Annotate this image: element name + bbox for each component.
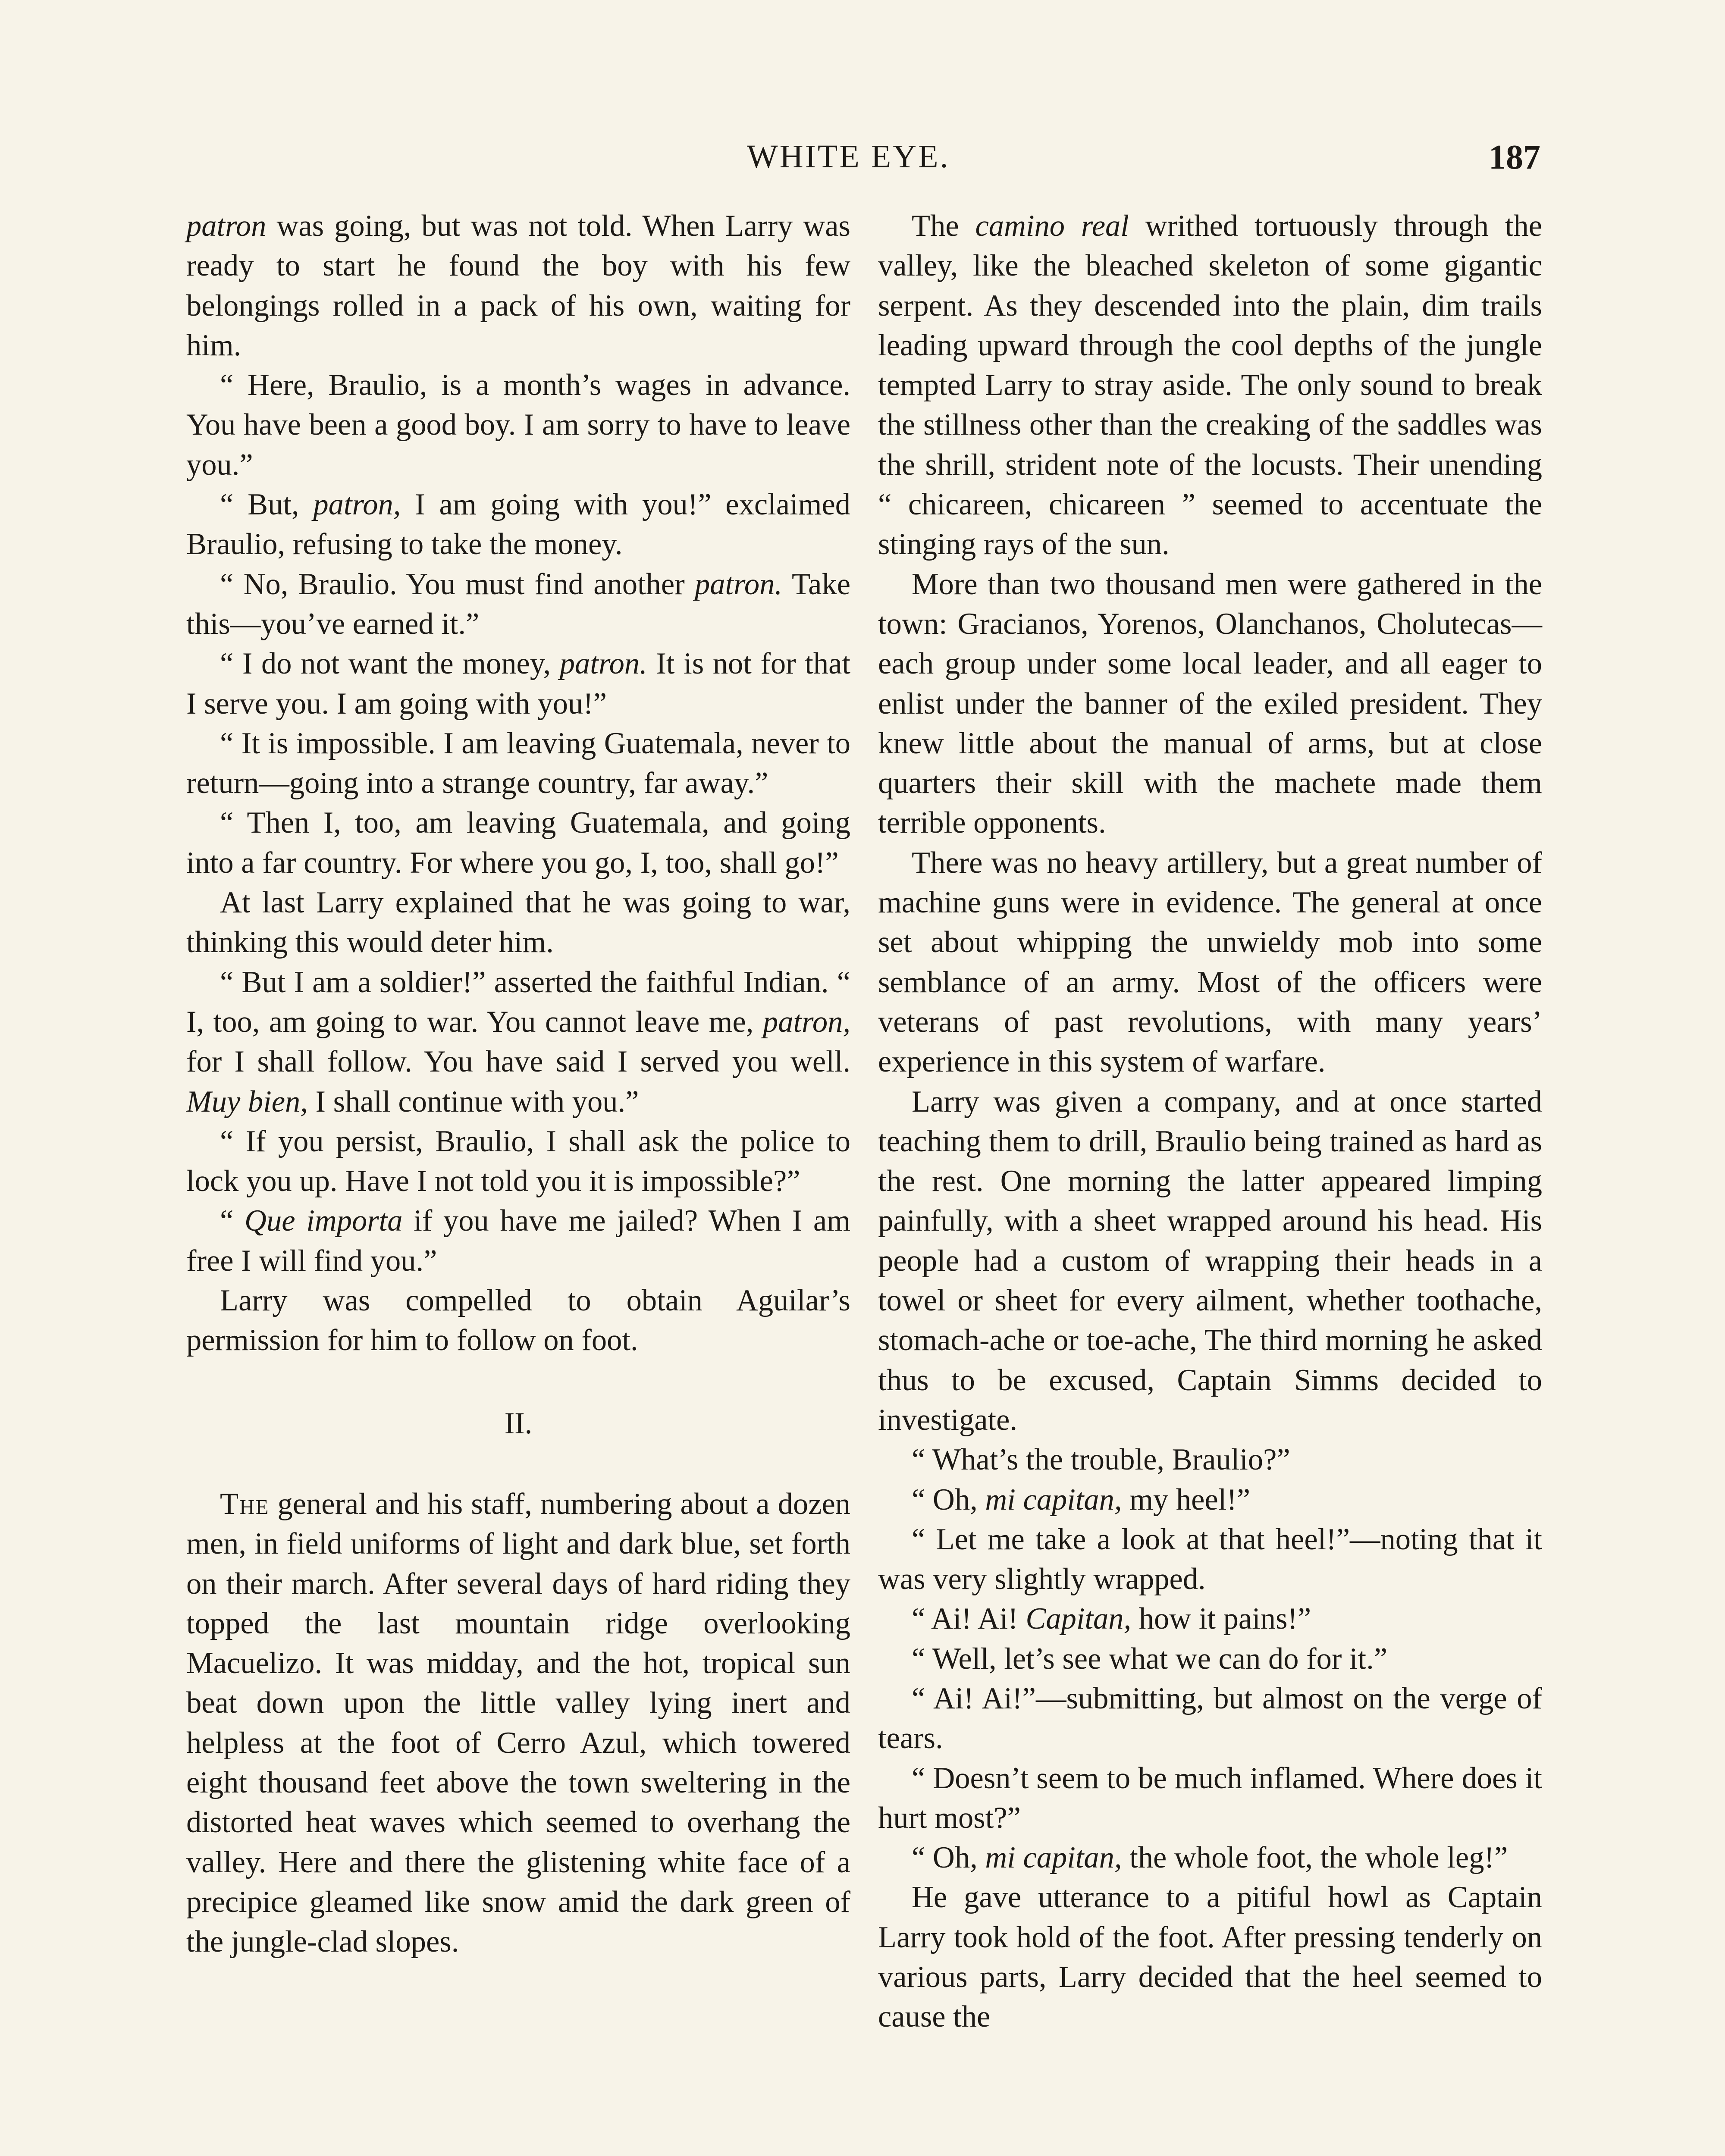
text-run: “ Ai! Ai!”—submitting, but almost on the verge of tears.: [878, 1681, 1542, 1755]
text-run: “ If you persist, Braulio, I shall ask the police to lock you up. Have I not told you it is impossible?”: [186, 1124, 850, 1198]
text-run: The: [912, 209, 975, 243]
paragraph: [186, 365, 850, 485]
paragraph: [186, 644, 850, 724]
paragraph: [878, 1639, 1542, 1679]
italic-text: camino real: [975, 209, 1129, 243]
left-column: [186, 206, 850, 1962]
text-run: “ Oh,: [912, 1482, 985, 1517]
paragraph: [878, 1599, 1542, 1639]
text-run: for I shall follow. You have said I served you well.: [186, 1045, 850, 1079]
text-run: “ Ai! Ai!: [912, 1602, 1026, 1636]
text-run: It is not for that I serve you. I am going with you!”: [186, 647, 850, 721]
paragraph: [186, 485, 850, 564]
text-run: “ No, Braulio. You must find another: [220, 567, 695, 601]
text-run: was going, but was not told. When Larry was ready to start he found the boy with his few belongings rolled in a pack of his own, waiting for him.: [186, 209, 850, 362]
right-column: [878, 206, 1542, 2037]
text-run: More than two thousand men were gathered in the town: Gracianos, Yorenos, Olanchanos, Cholutecas—each group under some local leader, and all eager to enlist under the banner of the exiled president. They knew little about the manual of arms, but at close quarters their skill with the machete made them terrible opponents.: [878, 567, 1542, 840]
paragraph: [186, 564, 850, 644]
text-run: how it pains!”: [1131, 1602, 1311, 1636]
paragraph: [878, 1838, 1542, 1877]
paragraph: [878, 206, 1542, 564]
paragraph: [186, 883, 850, 962]
italic-text: patron.: [559, 647, 647, 681]
text-run: “ What’s the trouble, Braulio?”: [912, 1443, 1290, 1477]
italic-text: Capitan,: [1026, 1602, 1132, 1636]
italic-text: mi capitan,: [985, 1841, 1122, 1875]
text-run: Take this—you’ve earned it.”: [186, 567, 850, 641]
paragraph: [878, 843, 1542, 1082]
text-run: I shall continue with you.”: [307, 1084, 639, 1119]
paragraph: [186, 803, 850, 883]
text-run: “ Here, Braulio, is a month’s wages in advance. You have been a good boy. I am sorry to have to leave you.”: [186, 368, 850, 482]
text-run: “ It is impossible. I am leaving Guatemala, never to return—going into a strange country, far away.”: [186, 726, 850, 800]
paragraph: [186, 1281, 850, 1360]
page-number: 187: [1489, 138, 1540, 176]
paragraph: [878, 1520, 1542, 1599]
text-run: “ Well, let’s see what we can do for it.”: [912, 1642, 1388, 1676]
paragraph: [878, 1440, 1542, 1479]
text-run: my heel!”: [1122, 1482, 1251, 1517]
page-header: [186, 138, 1540, 185]
running-title: WHITE EYE.: [747, 138, 950, 175]
paragraph: [878, 1877, 1542, 2037]
paragraph: [878, 1758, 1542, 1838]
text-run: “ I do not want the money,: [220, 647, 560, 681]
italic-text: Que importa: [245, 1204, 403, 1238]
italic-text: patron: [186, 209, 267, 243]
text-run: I am going with you!” exclaimed Braulio, refusing to take the money.: [186, 488, 850, 561]
italic-text: Muy bien,: [186, 1084, 308, 1119]
text-run: Larry was given a company, and at once started teaching them to drill, Braulio being trained as hard as the rest. One morning the latter appeared limping painfully, with a sheet wrapped around his head. His people had a custom of wrapping their heads in a towel or sheet for every ailment, whether toothache, stomach-ache or toe-ache, The third morning he asked thus to be excused, Captain Simms decided to investigate.: [878, 1084, 1542, 1437]
text-run: if you have me jailed? When I am free I will find you.”: [186, 1204, 850, 1278]
small-caps-text: The: [220, 1487, 270, 1521]
paragraph: [186, 1484, 850, 1962]
paragraph: [186, 1201, 850, 1281]
text-run: the whole foot, the whole leg!”: [1122, 1841, 1508, 1875]
paragraph: [878, 1679, 1542, 1758]
text-run: At last Larry explained that he was going to war, thinking this would deter him.: [186, 886, 850, 959]
italic-text: mi capitan,: [985, 1482, 1122, 1517]
paragraph: [186, 206, 850, 365]
text-run: general and his staff, numbering about a dozen men, in field uniforms of light and dark blue, set forth on their march. After several days of hard riding they topped the last mountain ridge overlooking Macuelizo. It was midday, and the hot, tropical sun beat down upon the little valley lying inert and helpless at the foot of Cerro Azul, which towered eight thousand feet above the town sweltering in the distorted heat waves which seemed to overhang the valley. Here and there the glistening white face of a precipice gleamed like snow amid the dark green of the jungle-clad slopes.: [186, 1487, 850, 1959]
text-run: “: [220, 1204, 245, 1238]
italic-text: patron,: [313, 488, 401, 522]
text-run: Larry was compelled to obtain Aguilar’s permission for him to follow on foot.: [186, 1284, 850, 1357]
text-run: “ Oh,: [912, 1841, 985, 1875]
text-run: writhed tortuously through the valley, like the bleached skeleton of some gigantic serpent. As they descended into the plain, dim trails leading upward through the cool depths of the jungle tempted Larry to stray aside. The only sound to break the stillness other than the creaking of the saddles was the shrill, strident note of the locusts. Their unending “ chicareen, chicareen ” seemed to accentuate the stinging rays of the sun.: [878, 209, 1542, 561]
paragraph: [186, 1122, 850, 1201]
paragraph: [878, 1480, 1542, 1520]
text-run: He gave utterance to a pitiful howl as Captain Larry took hold of the foot. After pressing tenderly on various parts, Larry decided that the heel seemed to cause the: [878, 1880, 1542, 2034]
text-run: There was no heavy artillery, but a great number of machine guns were in evidence. The general at once set about whipping the unwieldy mob into some semblance of an army. Most of the officers were veterans of past revolutions, with many years’ experience in this system of warfare.: [878, 846, 1542, 1079]
paragraph: [186, 962, 850, 1122]
paragraph: [878, 1082, 1542, 1440]
italic-text: patron.: [694, 567, 783, 601]
paragraph: [186, 724, 850, 803]
paragraph: [878, 564, 1542, 843]
text-run: “ But I am a soldier!” asserted the faithful Indian. “ I, too, am going to war. You cannot leave me,: [186, 965, 850, 1039]
text-run: “ But,: [220, 488, 314, 522]
text-run: “ Let me take a look at that heel!”—noting that it was very slightly wrapped.: [878, 1522, 1542, 1596]
text-run: “ Then I, too, am leaving Guatemala, and going into a far country. For where you go, I, too, shall go!”: [186, 806, 850, 880]
italic-text: patron,: [762, 1005, 850, 1039]
text-run: “ Doesn’t seem to be much inflamed. Where does it hurt most?”: [878, 1761, 1542, 1835]
section-heading: II.: [504, 1406, 533, 1440]
